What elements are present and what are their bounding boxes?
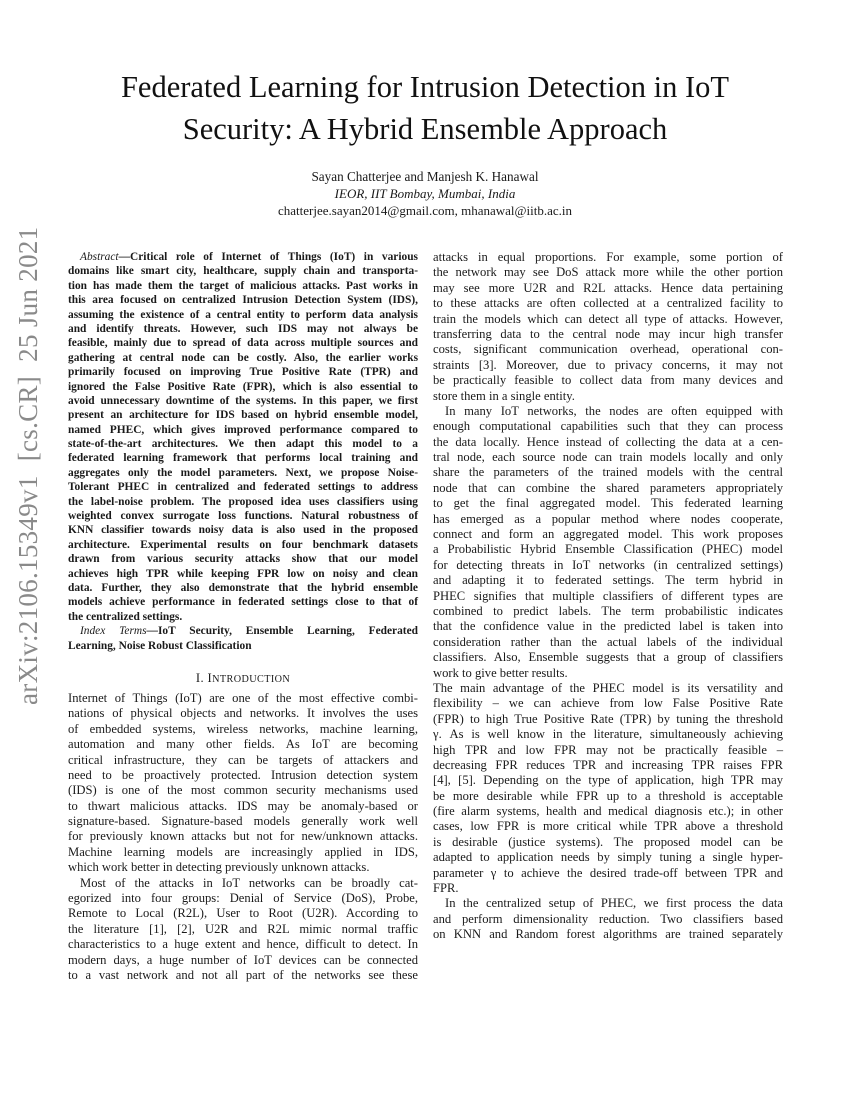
body-line: that the confidence value in the predicted label is taken into <box>433 619 783 634</box>
abstract-line: state-of-the-art architectures. We then adapt this model to a <box>68 438 418 451</box>
body-line: Internet of Things (IoT) are one of the most effective combi- <box>68 690 418 705</box>
abstract-line: federated learning framework that performs local training and <box>68 452 418 465</box>
abstract-line: tion has made them the target of malicious attacks. Past works in <box>68 279 418 292</box>
body-line: The main advantage of the PHEC model is its versatility and <box>433 680 783 695</box>
index-terms <box>68 624 418 653</box>
section-heading-introduction <box>68 669 418 687</box>
abstract-line: assuming the existence of a central entity to perform data analysis <box>68 308 418 321</box>
right-column <box>433 250 783 943</box>
body-line: signature-based. Signature-based models generally work well <box>68 814 418 829</box>
abstract-line: data. Further, they also demonstrate that the hybrid ensemble <box>68 581 418 594</box>
body-line: PHEC signifies that multiple classifiers of different types are <box>433 588 783 603</box>
body-line: flexibility – we can achieve from low False Positive Rate <box>433 696 783 711</box>
body-line: nations of physical objects and networks. It involves the uses <box>68 706 418 721</box>
body-line: is desirable (justice systems). The proposed model can be <box>433 834 783 849</box>
body-line: has emerged as a popular method where nodes cooperate, <box>433 511 783 526</box>
paper-affiliation: IEOR, IIT Bombay, Mumbai, India <box>334 186 516 201</box>
body-line: on KNN and Random forest algorithms are trained separately <box>433 927 783 942</box>
abstract-line: models achieve performance in federated settings close to that of <box>68 596 418 609</box>
abstract-line: this area focused on centralized Intrusion Detection System (IDS), <box>68 294 418 307</box>
body-line: for detecting threats in IoT networks (in centralized settings) <box>433 557 783 572</box>
paragraph <box>433 250 783 404</box>
abstract-line: and identify threats. However, such IDS may not always be <box>68 322 418 335</box>
body-line: straints [3]. Moreover, due to privacy concerns, it may not <box>433 357 783 372</box>
index-terms-line: Learning, Noise Robust Classification <box>68 639 252 652</box>
body-line: egorized into four groups: Denial of Service (DoS), Probe, <box>68 891 418 906</box>
body-line: combined to predict labels. The term probabilistic indicates <box>433 603 783 618</box>
abstract-line: Tolerant PHEC in centralized and federated settings to address <box>68 481 418 494</box>
body-line: be more desirable while FPR up to a threshold is acceptable <box>433 788 783 803</box>
body-line: to a vast network and not all part of the networks see these <box>68 967 418 982</box>
paper-emails: chatterjee.sayan2014@gmail.com, mhanawal@iitb.ac.in <box>278 203 572 218</box>
body-line: high TPR and low FPR may not be practically feasible – <box>433 742 783 757</box>
body-line: to get the final aggregated model. This federated learning <box>433 496 783 511</box>
body-line: γ. As is well know in the literature, simultaneously achieving <box>433 727 783 742</box>
abstract-line: avoid unnecessary downtime of the systems. In this paper, we first <box>68 394 418 407</box>
body-line: Remote to Local (R2L), User to Root (U2R). According to <box>68 906 418 921</box>
abstract-label: Abstract <box>80 251 119 263</box>
abstract-line: achieves high TPR while keeping FPR low on noisy and clean <box>68 567 418 580</box>
body-line: share the parameters of the trained models with the central <box>433 465 783 480</box>
paper-title-line: Federated Learning for Intrusion Detection in IoT <box>120 70 730 104</box>
abstract-line: weighted convex surrogate loss functions. Natural robustness of <box>68 510 418 523</box>
abstract-line: feasible, mainly due to spread of data across multiple sources and <box>68 337 418 350</box>
body-line: consideration rather than the actual labels of the individual <box>433 634 783 649</box>
body-line: (IDS) is one of the most common security mechanisms used <box>68 783 418 798</box>
abstract-line: architecture. Experimental results on four benchmark datasets <box>68 538 418 551</box>
body-line: train the models which can detect all type of attacks. However, <box>433 311 783 326</box>
body-line: need to be proactively protected. Intrusion detection system <box>68 767 418 782</box>
abstract-line: aggregates only the model parameters. Next, we propose Noise- <box>68 466 418 479</box>
body-line: modern days, a huge number of IoT devices can be connected <box>68 952 418 967</box>
body-line: to these attacks are often collected at a centralized facility to <box>433 296 783 311</box>
abstract-line: Abstract—Critical role of Internet of Things (IoT) in various <box>80 251 418 263</box>
body-line: tral node, each source node can train models locally and only <box>433 450 783 465</box>
body-line: a Probabilistic Hybrid Ensemble Classification (PHEC) model <box>433 542 783 557</box>
abstract-line: present an architecture for IDS based on hybrid ensemble model, <box>68 409 418 422</box>
body-line: store them in a single entity. <box>433 388 575 403</box>
index-terms-line: Index Terms—IoT Security, Ensemble Learning, Federated <box>80 625 418 638</box>
body-line: node that can combine the shared parameters appropriately <box>433 480 783 495</box>
abstract-line: the centralized settings. <box>68 610 183 623</box>
abstract-line: gathering at central node can be costly. Also, the earlier works <box>68 351 418 364</box>
left-column-body <box>68 691 418 983</box>
body-line: the data locally. Hence instead of collecting the data at a cen- <box>433 434 783 449</box>
body-line: the network may see DoS attack more while the other portion <box>433 265 783 280</box>
abstract-line: the label-noise problem. The proposed idea uses classifiers using <box>68 495 418 508</box>
abstract-line: domains like smart city, healthcare, supply chain and transporta- <box>68 265 418 278</box>
body-line: may see more U2R and R2L attacks. Hence data pertaining <box>433 280 783 295</box>
paper-title-line: Security: A Hybrid Ensemble Approach <box>182 112 668 146</box>
body-line: transferring data to the central node may incur high transfer <box>433 326 783 341</box>
section-numeral: I. I <box>195 670 213 685</box>
paper-authors: Sayan Chatterjee and Manjesh K. Hanawal <box>311 169 539 184</box>
body-line: In the centralized setup of PHEC, we first process the data <box>445 896 783 911</box>
body-line: Most of the attacks in IoT networks can be broadly cat- <box>80 875 418 890</box>
abstract-line: named PHEC, which gives improved performance compared to <box>68 423 418 436</box>
body-line: characteristics to a huge extent and hence, difficult to detect. In <box>68 937 418 952</box>
body-line: decreasing FPR reduces TPR and increasing TPR raises FPR <box>433 757 783 772</box>
body-line: [4], [5]. Depending on the type of application, high TPR may <box>433 773 783 788</box>
left-column <box>68 250 418 983</box>
paper-title <box>0 66 850 150</box>
body-line: FPR. <box>433 881 459 896</box>
abstract-line: primarily focused on improving True Positive Rate (TPR) and <box>68 366 418 379</box>
body-line: work to give better results. <box>433 665 568 680</box>
body-line: adapted to application needs by simply tuning a single hyper- <box>433 850 783 865</box>
paragraph <box>433 896 783 942</box>
body-line: to thwart malicious attacks. IDS may be anomaly-based or <box>68 798 418 813</box>
index-terms-label: Index Terms <box>80 625 147 638</box>
body-line: Machine learning models are increasingly applied in IDS, <box>68 844 418 859</box>
body-line: which work better in detecting previously unknown attacks. <box>68 860 370 875</box>
body-line: and perform dimensionality reduction. Two classifiers based <box>433 911 783 926</box>
body-line: be practically feasible to collect data from many devices and <box>433 373 783 388</box>
body-line: critical infrastructure, they can be targets of attackers and <box>68 752 418 767</box>
abstract-line: drawn from various security attacks show that our model <box>68 553 418 566</box>
body-line: and adapting it to federated settings. The term hybrid in <box>433 573 783 588</box>
right-column-body <box>433 250 783 943</box>
body-line: of embedded systems, wireless networks, machine learning, <box>68 721 418 736</box>
section-title: NTRODUCTION <box>212 673 291 685</box>
body-line: automation and many other fields. As IoT are becoming <box>68 737 418 752</box>
body-line: (FPR) to high True Positive Rate (TPR) by tuning the threshold <box>433 711 783 726</box>
body-line: parameter γ to achieve the desired trade-off between TPR and <box>433 865 783 880</box>
body-line: connect and form an aggregated model. This work proposes <box>433 527 783 542</box>
body-line: enough computational capabilities such that they can process <box>433 419 783 434</box>
body-line: costs, significant communication overhead, operational con- <box>433 342 783 357</box>
arxiv-stamp: arXiv:2106.15349v1 [cs.CR] 25 Jun 2021 <box>13 226 43 705</box>
abstract <box>68 250 418 624</box>
paragraph <box>433 681 783 896</box>
body-line: attacks in equal proportions. For example, some portion of <box>433 250 783 264</box>
body-line: In many IoT networks, the nodes are often equipped with <box>445 403 783 418</box>
abstract-line: KNN classifier towards noisy data is also used in the proposed <box>68 524 418 537</box>
body-line: (fire alarm systems, health and medical diagnosis etc.); in other <box>433 804 783 819</box>
abstract-line: ignored the False Positive Rate (FPR), which is also essential to <box>68 380 418 393</box>
body-line: the literature [1], [2], U2R and R2L mimic normal traffic <box>68 921 418 936</box>
paragraph <box>68 876 418 984</box>
paragraph <box>433 404 783 681</box>
paragraph <box>68 691 418 876</box>
body-line: cases, low FPR is more critical while TPR above a threshold <box>433 819 783 834</box>
body-line: for previously known attacks but not for new/unknown attacks. <box>68 829 418 844</box>
body-line: classifiers. Also, Ensemble suggests that a group of classifiers <box>433 650 783 665</box>
